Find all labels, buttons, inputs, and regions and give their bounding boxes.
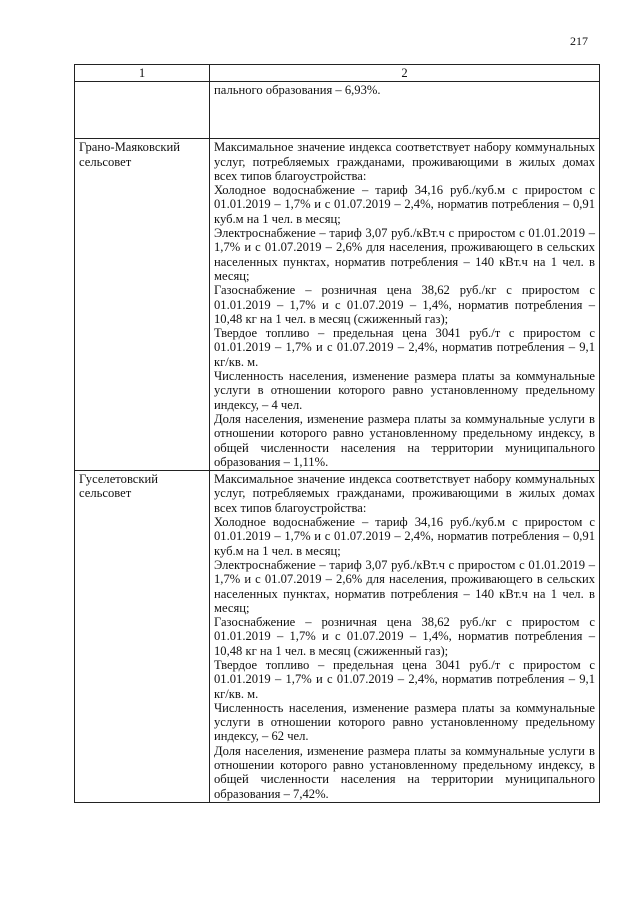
description-cell (210, 471, 600, 803)
region-name-cell: Грано-Маяковский сельсовет (75, 139, 210, 471)
region-name-cell: Гуселетовский сельсовет (75, 471, 210, 803)
paragraph: Электроснабжение – тариф 3,07 руб./кВт.ч с приростом с 01.01.2019 – 1,7% и с 01.07.2019 – 2,6% для населения, проживающего в сельских населенных пунктах, норматив потребления – 140 кВт.ч на 1 чел. в месяц; (214, 557, 595, 615)
column-header-1: 1 (75, 65, 210, 82)
description-cell (210, 82, 600, 139)
page-number: 217 (570, 34, 588, 48)
paragraph: Твердое топливо – предельная цена 3041 руб./т с приростом с 01.01.2019 – 1,7% и с 01.07.2019 – 2,4%, норматив потребления – 9,1 кг/кв. м. (214, 326, 595, 369)
table-row (75, 471, 600, 803)
tariff-table (74, 64, 600, 803)
table-header-row (75, 65, 600, 82)
paragraph: Твердое топливо – предельная цена 3041 руб./т с приростом с 01.01.2019 – 1,7% и с 01.07.2019 – 2,4%, норматив потребления – 9,1 кг/кв. м. (214, 657, 595, 701)
paragraph: Электроснабжение – тариф 3,07 руб./кВт.ч с приростом с 01.01.2019 – 1,7% и с 01.07.2019 – 2,6% для населения, проживающего в сельских населенных пунктах, норматив потребления – 140 кВт.ч на 1 чел. в месяц; (214, 226, 595, 283)
paragraph: Холодное водоснабжение – тариф 34,16 руб./куб.м с приростом с 01.01.2019 – 1,7% и с 01.07.2019 – 2,4%, норматив потребления – 0,91 куб.м на 1 чел. в месяц; (214, 515, 595, 558)
region-name-cell (75, 82, 210, 139)
paragraph: Газоснабжение – розничная цена 38,62 руб./кг с приростом с 01.01.2019 – 1,7% и с 01.07.2019 – 1,4%, норматив потребления – 10,48 кг на 1 чел. в месяц (сжиженный газ); (214, 283, 595, 326)
paragraph: Максимальное значение индекса соответствует набору коммунальных услуг, потребляемых гражданами, проживающими в жилых домах всех типов благоустройства: (214, 140, 595, 183)
paragraph: Доля населения, изменение размера платы за коммунальные услуги в отношении которого равно установленному предельному индексу, в общей численности населения на территории муниципального образования – 7,42%. (214, 743, 595, 801)
paragraph: Численность населения, изменение размера платы за коммунальные услуги в отношении которого равно установленному предельному индексу, – 62 чел. (214, 700, 595, 744)
paragraph: Холодное водоснабжение – тариф 34,16 руб./куб.м с приростом с 01.01.2019 – 1,7% и с 01.07.2019 – 2,4%, норматив потребления – 0,91 куб.м на 1 чел. в месяц; (214, 183, 595, 226)
paragraph: Доля населения, изменение размера платы за коммунальные услуги в отношении которого равно установленному предельному индексу, в общей численности населения на территории муниципального образования – 1,11%. (214, 411, 595, 469)
column-header-2: 2 (210, 65, 600, 82)
paragraph: Максимальное значение индекса соответствует набору коммунальных услуг, потребляемых гражданами, проживающими в жилых домах всех типов благоустройства: (214, 472, 595, 515)
paragraph: пального образования – 6,93%. (214, 83, 381, 98)
paragraph: Численность населения, изменение размера платы за коммунальные услуги в отношении которого равно установленному предельному индексу, – 4 чел. (214, 369, 595, 412)
table-row (75, 82, 600, 139)
table-row (75, 139, 600, 471)
paragraph: Газоснабжение – розничная цена 38,62 руб./кг с приростом с 01.01.2019 – 1,7% и с 01.07.2019 – 1,4%, норматив потребления – 10,48 кг на 1 чел. в месяц (сжиженный газ); (214, 615, 595, 658)
description-cell (210, 139, 600, 471)
